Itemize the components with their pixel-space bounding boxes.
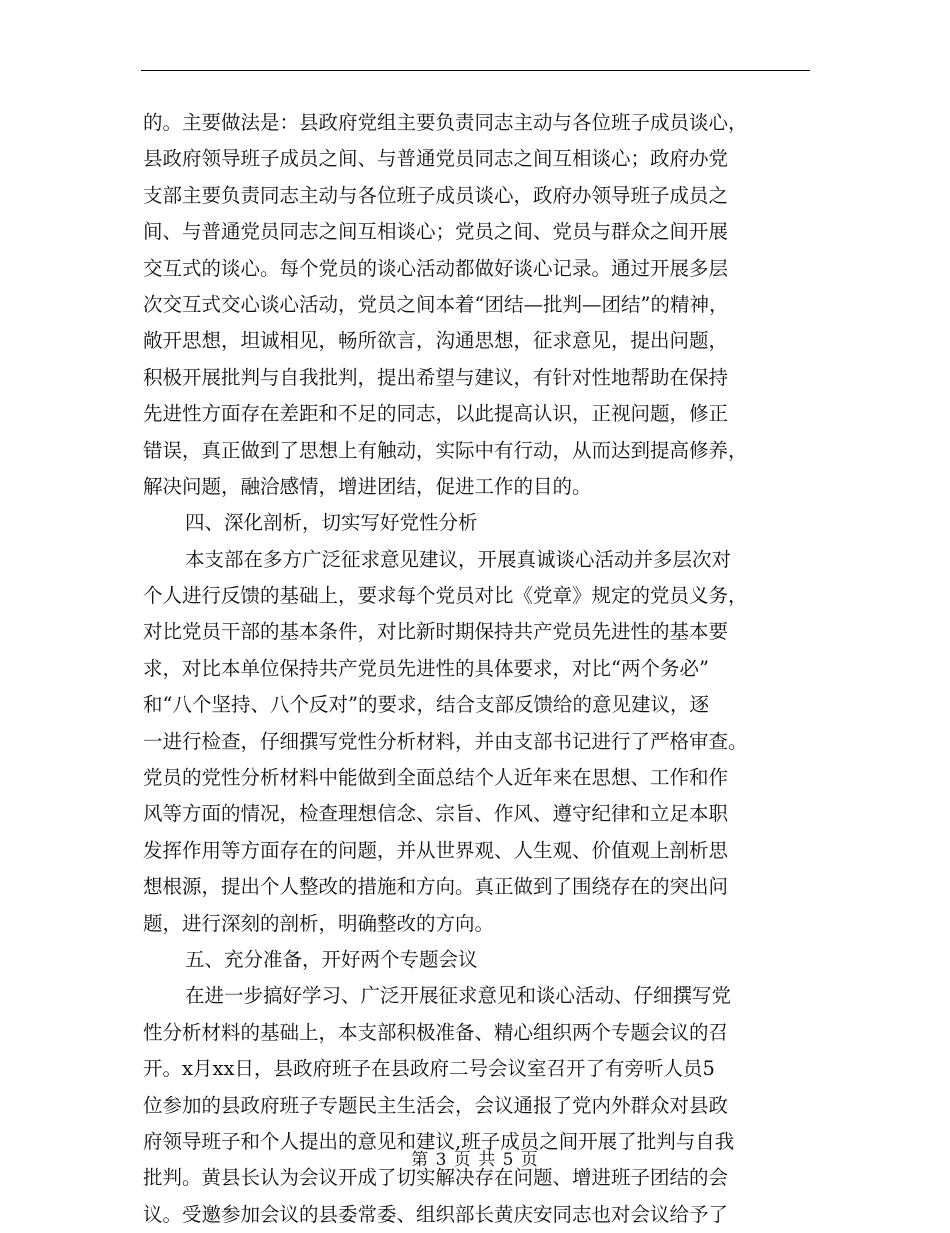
section-heading-5: 五、充分准备，开好两个专题会议 bbox=[185, 947, 478, 971]
paragraph-line: 求，对比本单位保持共产党员先进性的具体要求，对比“两个务必” bbox=[143, 656, 709, 680]
header-rule bbox=[141, 70, 810, 71]
paragraph-line: 对比党员干部的基本条件，对比新时期保持共产党员先进性的基本要 bbox=[143, 620, 729, 644]
paragraph-line: 县政府领导班子成员之间、与普通党员同志之间互相谈心；政府办党 bbox=[143, 147, 729, 171]
paragraph-line: 交互式的谈心。每个党员的谈心活动都做好谈心记录。通过开展多层 bbox=[143, 256, 729, 280]
section-heading-4: 四、深化剖析，切实写好党性分析 bbox=[185, 511, 478, 535]
paragraph-line: 间、与普通党员同志之间互相谈心；党员之间、党员与群众之间开展 bbox=[143, 220, 729, 244]
paragraph-line: 批判。黄县长认为会议开成了切实解决存在问题、增进班子团结的会 bbox=[143, 1166, 729, 1190]
paragraph-line: 一进行检查，仔细撰写党性分析材料，并由支部书记进行了严格审查。 bbox=[143, 729, 748, 753]
paragraph-line: 和“八个坚持、八个反对”的要求，结合支部反馈给的意见建议，逐 bbox=[143, 693, 709, 717]
paragraph-line: 府领导班子和个人提出的意见和建议,班子成员之间开展了批判与自我 bbox=[143, 1129, 735, 1153]
paragraph-line: 风等方面的情况，检查理想信念、宗旨、作风、遵守纪律和立足本职 bbox=[143, 802, 729, 826]
paragraph-line: 议。受邀参加会议的县委常委、组织部长黄庆安同志也对会议给予了 bbox=[143, 1202, 729, 1226]
paragraph-line: 敞开思想，坦诚相见，畅所欲言，沟通思想，征求意见，提出问题， bbox=[143, 329, 729, 353]
page-number-footer: 第 3 页 共 5 页 bbox=[411, 1150, 539, 1170]
paragraph-line: 支部主要负责同志主动与各位班子成员谈心，政府办领导班子成员之 bbox=[143, 183, 729, 207]
paragraph-line: 的。主要做法是：县政府党组主要负责同志主动与各位班子成员谈心， bbox=[143, 111, 748, 134]
paragraph-line: 积极开展批判与自我批判，提出希望与建议，有针对性地帮助在保持 bbox=[143, 365, 729, 389]
paragraph-line: 党员的党性分析材料中能做到全面总结个人近年来在思想、工作和作 bbox=[143, 766, 729, 790]
paragraph-line: 开。x月xx日，县政府班子在县政府二号会议室召开了有旁听人员5 bbox=[143, 1057, 715, 1081]
paragraph-line: 解决问题，融洽感情，增进团结，促进工作的目的。 bbox=[143, 474, 592, 498]
paragraph-line: 想根源，提出个人整改的措施和方向。真正做到了围绕存在的突出问 bbox=[143, 875, 729, 899]
paragraph-line: 本支部在多方广泛征求意见建议，开展真诚谈心活动并多层次对 bbox=[185, 547, 732, 571]
paragraph-line: 发挥作用等方面存在的问题，并从世界观、人生观、价值观上剖析思 bbox=[143, 838, 729, 862]
document-body bbox=[143, 105, 815, 1233]
paragraph-line: 先进性方面存在差距和不足的同志，以此提高认识，正视问题，修正 bbox=[143, 402, 729, 426]
paragraph-line: 个人进行反馈的基础上，要求每个党员对比《党章》规定的党员义务， bbox=[143, 584, 748, 608]
paragraph-line: 错误，真正做到了思想上有触动，实际中有行动，从而达到提高修养， bbox=[143, 438, 748, 462]
paragraph-line: 次交互式交心谈心活动，党员之间本着“团结—批判—团结”的精神， bbox=[143, 292, 729, 316]
paragraph-line: 性分析材料的基础上，本支部积极准备、精心组织两个专题会议的召 bbox=[143, 1020, 729, 1044]
paragraph-line: 在进一步搞好学习、广泛开展征求意见和谈心活动、仔细撰写党 bbox=[185, 984, 732, 1008]
paragraph-line: 题，进行深刻的剖析，明确整改的方向。 bbox=[143, 911, 495, 935]
paragraph-line: 位参加的县政府班子专题民主生活会，会议通报了党内外群众对县政 bbox=[143, 1093, 729, 1117]
